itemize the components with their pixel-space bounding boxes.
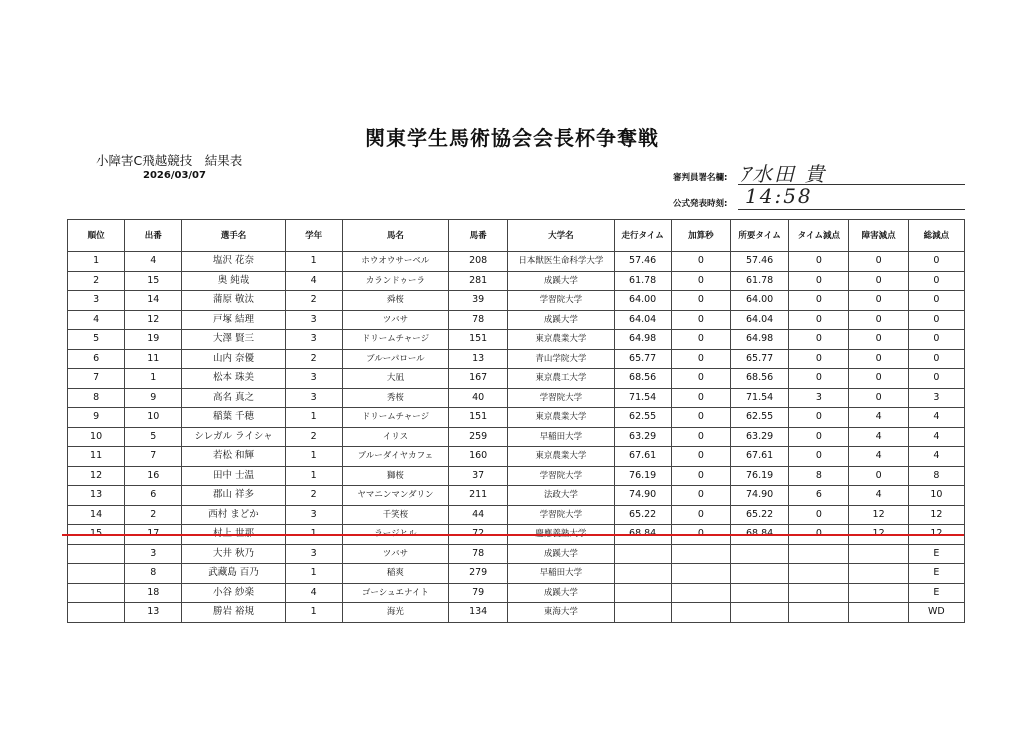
cell-obstacle-penalty: 0 xyxy=(849,349,908,369)
table-row xyxy=(68,427,965,447)
cell-total-time: 74.90 xyxy=(730,486,788,506)
cell-rank: 15 xyxy=(68,525,125,545)
cell-run-time: 61.78 xyxy=(614,271,671,291)
cell-time-penalty: 0 xyxy=(789,369,849,389)
cell-horse-no: 39 xyxy=(449,291,508,311)
cell-total-time: 65.77 xyxy=(730,349,788,369)
table-row xyxy=(68,544,965,564)
cell-total-time: 62.55 xyxy=(730,408,788,428)
cell-added-sec xyxy=(671,583,730,603)
judge-signature: ｱ水田 貴 xyxy=(740,162,827,186)
col-header-time-penalty: タイム減点 xyxy=(789,220,849,252)
table-row xyxy=(68,369,965,389)
cell-total-penalty: 0 xyxy=(908,291,964,311)
cell-run-time: 74.90 xyxy=(614,486,671,506)
cell-grade: 1 xyxy=(285,466,342,486)
cell-run-time: 62.55 xyxy=(614,408,671,428)
cell-start-no: 15 xyxy=(125,271,182,291)
cell-time-penalty: 0 xyxy=(789,252,849,272)
cell-start-no: 17 xyxy=(125,525,182,545)
cell-horse-no: 44 xyxy=(449,505,508,525)
cell-university: 学習院大学 xyxy=(508,505,614,525)
cell-start-no: 16 xyxy=(125,466,182,486)
cell-rider: 奥 純哉 xyxy=(182,271,285,291)
cell-total-penalty: 4 xyxy=(908,427,964,447)
table-row xyxy=(68,486,965,506)
cell-rider: 西村 まどか xyxy=(182,505,285,525)
cell-run-time: 57.46 xyxy=(614,252,671,272)
cell-start-no: 4 xyxy=(125,252,182,272)
col-header-horse-no: 馬番 xyxy=(449,220,508,252)
cell-grade: 3 xyxy=(285,330,342,350)
cell-start-no: 11 xyxy=(125,349,182,369)
cell-horse-no: 134 xyxy=(449,603,508,623)
cell-run-time: 67.61 xyxy=(614,447,671,467)
cell-run-time: 65.77 xyxy=(614,349,671,369)
table-row xyxy=(68,408,965,428)
cell-university: 青山学院大学 xyxy=(508,349,614,369)
cell-added-sec: 0 xyxy=(671,486,730,506)
results-table-body xyxy=(68,252,965,623)
table-row xyxy=(68,583,965,603)
cell-rider: 山内 奈優 xyxy=(182,349,285,369)
cell-obstacle-penalty: 0 xyxy=(849,271,908,291)
cell-horse: ブルーパロール xyxy=(342,349,448,369)
col-header-run-time: 走行タイム xyxy=(614,220,671,252)
cell-horse-no: 78 xyxy=(449,544,508,564)
cell-university: 東京農業大学 xyxy=(508,447,614,467)
cell-added-sec: 0 xyxy=(671,466,730,486)
cell-obstacle-penalty: 0 xyxy=(849,252,908,272)
cell-horse: 千笑桜 xyxy=(342,505,448,525)
cell-rank: 11 xyxy=(68,447,125,467)
cell-horse-no: 259 xyxy=(449,427,508,447)
cell-start-no: 7 xyxy=(125,447,182,467)
cell-rider: 大井 秋乃 xyxy=(182,544,285,564)
table-row xyxy=(68,271,965,291)
cell-total-time: 63.29 xyxy=(730,427,788,447)
cell-horse-no: 72 xyxy=(449,525,508,545)
cell-total-time: 76.19 xyxy=(730,466,788,486)
cell-university: 法政大学 xyxy=(508,486,614,506)
cell-rank: 12 xyxy=(68,466,125,486)
cell-time-penalty: 0 xyxy=(789,310,849,330)
cell-total-penalty: 12 xyxy=(908,505,964,525)
cell-start-no: 3 xyxy=(125,544,182,564)
cell-start-no: 13 xyxy=(125,603,182,623)
cell-horse: 大凪 xyxy=(342,369,448,389)
cell-obstacle-penalty: 0 xyxy=(849,291,908,311)
cell-horse-no: 78 xyxy=(449,310,508,330)
cell-obstacle-penalty: 0 xyxy=(849,388,908,408)
cell-added-sec: 0 xyxy=(671,505,730,525)
cell-time-penalty: 8 xyxy=(789,466,849,486)
cell-horse: ドリームチャージ xyxy=(342,408,448,428)
cell-university: 成蹊大学 xyxy=(508,271,614,291)
cell-horse: ヤマニンマンダリン xyxy=(342,486,448,506)
cell-obstacle-penalty: 4 xyxy=(849,447,908,467)
cell-total-time: 57.46 xyxy=(730,252,788,272)
cell-rider: 塩沢 花奈 xyxy=(182,252,285,272)
cell-obstacle-penalty: 0 xyxy=(849,369,908,389)
cell-horse: イリス xyxy=(342,427,448,447)
cell-time-penalty: 0 xyxy=(789,291,849,311)
table-row xyxy=(68,310,965,330)
col-header-total-penalty: 総減点 xyxy=(908,220,964,252)
cell-total-penalty: 0 xyxy=(908,310,964,330)
cell-time-penalty: 0 xyxy=(789,349,849,369)
cell-total-penalty: 4 xyxy=(908,408,964,428)
cell-rank: 7 xyxy=(68,369,125,389)
cell-horse-no: 208 xyxy=(449,252,508,272)
cell-run-time: 63.29 xyxy=(614,427,671,447)
cell-obstacle-penalty xyxy=(849,603,908,623)
cell-total-penalty: 4 xyxy=(908,447,964,467)
cell-total-time: 68.84 xyxy=(730,525,788,545)
cell-total-penalty: E xyxy=(908,564,964,584)
cell-total-time: 67.61 xyxy=(730,447,788,467)
table-row xyxy=(68,466,965,486)
cell-start-no: 6 xyxy=(125,486,182,506)
cell-horse-no: 281 xyxy=(449,271,508,291)
page-title: 関東学生馬術協会会長杯争奪戦 xyxy=(365,126,659,150)
cell-rider: シレガル ライシャ xyxy=(182,427,285,447)
table-row xyxy=(68,252,965,272)
cell-obstacle-penalty xyxy=(849,544,908,564)
cell-rider: 若松 和輝 xyxy=(182,447,285,467)
cell-run-time xyxy=(614,603,671,623)
cell-obstacle-penalty: 4 xyxy=(849,427,908,447)
table-row xyxy=(68,603,965,623)
cell-time-penalty: 0 xyxy=(789,408,849,428)
cell-university: 日本獣医生命科学大学 xyxy=(508,252,614,272)
cell-time-penalty xyxy=(789,603,849,623)
col-header-start-no: 出番 xyxy=(125,220,182,252)
cell-university: 東京農業大学 xyxy=(508,408,614,428)
table-row xyxy=(68,330,965,350)
cell-added-sec: 0 xyxy=(671,447,730,467)
cell-grade: 2 xyxy=(285,349,342,369)
announce-time-label: 公式発表時刻: xyxy=(673,199,728,209)
table-row xyxy=(68,349,965,369)
cell-obstacle-penalty xyxy=(849,564,908,584)
ranking-cutoff-line xyxy=(62,534,964,536)
cell-added-sec: 0 xyxy=(671,330,730,350)
cell-university: 慶應義塾大学 xyxy=(508,525,614,545)
cell-time-penalty xyxy=(789,564,849,584)
table-row xyxy=(68,564,965,584)
cell-added-sec: 0 xyxy=(671,291,730,311)
cell-rider: 郡山 祥多 xyxy=(182,486,285,506)
cell-university: 学習院大学 xyxy=(508,388,614,408)
cell-total-time: 68.56 xyxy=(730,369,788,389)
cell-rider: 松本 珠美 xyxy=(182,369,285,389)
cell-total-time: 64.04 xyxy=(730,310,788,330)
cell-university: 成蹊大学 xyxy=(508,310,614,330)
cell-total-penalty: 0 xyxy=(908,252,964,272)
cell-rank: 8 xyxy=(68,388,125,408)
cell-rider: 村上 世那 xyxy=(182,525,285,545)
col-header-rank: 順位 xyxy=(68,220,125,252)
cell-grade: 3 xyxy=(285,544,342,564)
table-row xyxy=(68,447,965,467)
cell-grade: 1 xyxy=(285,447,342,467)
cell-grade: 3 xyxy=(285,388,342,408)
cell-added-sec: 0 xyxy=(671,252,730,272)
col-header-total-time: 所要タイム xyxy=(730,220,788,252)
cell-horse-no: 211 xyxy=(449,486,508,506)
header-row xyxy=(68,220,965,252)
cell-run-time: 71.54 xyxy=(614,388,671,408)
announce-time-line xyxy=(738,209,965,210)
cell-total-time xyxy=(730,564,788,584)
table-row xyxy=(68,505,965,525)
cell-run-time: 65.22 xyxy=(614,505,671,525)
cell-total-time: 61.78 xyxy=(730,271,788,291)
cell-added-sec: 0 xyxy=(671,408,730,428)
cell-added-sec: 0 xyxy=(671,271,730,291)
cell-added-sec: 0 xyxy=(671,388,730,408)
cell-total-penalty: 0 xyxy=(908,369,964,389)
cell-added-sec: 0 xyxy=(671,525,730,545)
cell-start-no: 5 xyxy=(125,427,182,447)
cell-total-time xyxy=(730,544,788,564)
cell-horse-no: 40 xyxy=(449,388,508,408)
cell-horse: 獅桜 xyxy=(342,466,448,486)
cell-rank: 4 xyxy=(68,310,125,330)
cell-horse-no: 160 xyxy=(449,447,508,467)
cell-time-penalty: 6 xyxy=(789,486,849,506)
col-header-rider: 選手名 xyxy=(182,220,285,252)
col-header-horse: 馬名 xyxy=(342,220,448,252)
cell-start-no: 9 xyxy=(125,388,182,408)
cell-obstacle-penalty: 12 xyxy=(849,525,908,545)
cell-start-no: 14 xyxy=(125,291,182,311)
cell-horse-no: 79 xyxy=(449,583,508,603)
cell-rider: 高名 真之 xyxy=(182,388,285,408)
cell-obstacle-penalty: 0 xyxy=(849,330,908,350)
cell-time-penalty: 0 xyxy=(789,505,849,525)
cell-added-sec xyxy=(671,544,730,564)
cell-rank: 3 xyxy=(68,291,125,311)
cell-rider: 戸塚 結理 xyxy=(182,310,285,330)
col-header-added-sec: 加算秒 xyxy=(671,220,730,252)
cell-horse-no: 13 xyxy=(449,349,508,369)
cell-time-penalty: 0 xyxy=(789,330,849,350)
cell-horse-no: 167 xyxy=(449,369,508,389)
cell-grade: 4 xyxy=(285,583,342,603)
cell-time-penalty xyxy=(789,583,849,603)
results-table xyxy=(67,219,965,623)
cell-grade: 2 xyxy=(285,427,342,447)
cell-start-no: 8 xyxy=(125,564,182,584)
cell-rank: 10 xyxy=(68,427,125,447)
cell-run-time: 64.98 xyxy=(614,330,671,350)
cell-start-no: 12 xyxy=(125,310,182,330)
cell-rank: 14 xyxy=(68,505,125,525)
cell-run-time: 68.84 xyxy=(614,525,671,545)
competition-subtitle: 小障害C飛越競技 結果表 xyxy=(96,153,243,168)
cell-rank xyxy=(68,583,125,603)
cell-grade: 2 xyxy=(285,291,342,311)
cell-rider: 稲葉 千穂 xyxy=(182,408,285,428)
cell-total-penalty: 10 xyxy=(908,486,964,506)
cell-total-time xyxy=(730,583,788,603)
cell-rider: 武藏島 百乃 xyxy=(182,564,285,584)
cell-total-penalty: 12 xyxy=(908,525,964,545)
table-row xyxy=(68,291,965,311)
cell-grade: 1 xyxy=(285,603,342,623)
cell-total-penalty: 8 xyxy=(908,466,964,486)
cell-total-penalty: 0 xyxy=(908,349,964,369)
cell-time-penalty xyxy=(789,544,849,564)
cell-horse-no: 151 xyxy=(449,330,508,350)
cell-rider: 田中 士温 xyxy=(182,466,285,486)
cell-horse-no: 37 xyxy=(449,466,508,486)
cell-horse: 舜桜 xyxy=(342,291,448,311)
cell-university: 成蹊大学 xyxy=(508,583,614,603)
cell-rank xyxy=(68,544,125,564)
cell-time-penalty: 0 xyxy=(789,525,849,545)
cell-grade: 1 xyxy=(285,564,342,584)
cell-obstacle-penalty: 4 xyxy=(849,486,908,506)
cell-horse-no: 279 xyxy=(449,564,508,584)
cell-run-time xyxy=(614,544,671,564)
cell-rider: 小谷 紗楽 xyxy=(182,583,285,603)
cell-rider: 勝岩 裕規 xyxy=(182,603,285,623)
cell-run-time: 64.04 xyxy=(614,310,671,330)
announce-time: 14:58 xyxy=(745,184,813,208)
cell-grade: 1 xyxy=(285,252,342,272)
cell-added-sec: 0 xyxy=(671,310,730,330)
competition-date: 2026/03/07 xyxy=(143,170,206,181)
table-row xyxy=(68,388,965,408)
cell-university: 東海大学 xyxy=(508,603,614,623)
cell-university: 学習院大学 xyxy=(508,291,614,311)
cell-time-penalty: 0 xyxy=(789,447,849,467)
cell-rank: 1 xyxy=(68,252,125,272)
cell-horse: カランドゥーラ xyxy=(342,271,448,291)
cell-total-penalty: 3 xyxy=(908,388,964,408)
cell-total-time xyxy=(730,603,788,623)
col-header-grade: 学年 xyxy=(285,220,342,252)
cell-horse: 稲爽 xyxy=(342,564,448,584)
cell-rider: 蒲原 敬汰 xyxy=(182,291,285,311)
cell-grade: 3 xyxy=(285,505,342,525)
cell-total-time: 64.98 xyxy=(730,330,788,350)
judge-signature-label: 審判員署名欄: xyxy=(673,173,728,183)
cell-added-sec: 0 xyxy=(671,427,730,447)
cell-horse: ホウオウサーベル xyxy=(342,252,448,272)
cell-obstacle-penalty: 4 xyxy=(849,408,908,428)
cell-total-time: 71.54 xyxy=(730,388,788,408)
col-header-university: 大学名 xyxy=(508,220,614,252)
cell-rank xyxy=(68,564,125,584)
cell-start-no: 10 xyxy=(125,408,182,428)
cell-rank xyxy=(68,603,125,623)
cell-university: 東京農工大学 xyxy=(508,369,614,389)
cell-start-no: 1 xyxy=(125,369,182,389)
cell-run-time xyxy=(614,564,671,584)
cell-start-no: 19 xyxy=(125,330,182,350)
cell-rank: 5 xyxy=(68,330,125,350)
cell-added-sec: 0 xyxy=(671,369,730,389)
cell-rank: 13 xyxy=(68,486,125,506)
cell-horse-no: 151 xyxy=(449,408,508,428)
col-header-obstacle-penalty: 障害減点 xyxy=(849,220,908,252)
cell-horse: ブルーダイヤカフェ xyxy=(342,447,448,467)
cell-start-no: 2 xyxy=(125,505,182,525)
cell-time-penalty: 0 xyxy=(789,427,849,447)
cell-total-time: 65.22 xyxy=(730,505,788,525)
cell-time-penalty: 3 xyxy=(789,388,849,408)
cell-university: 早稲田大学 xyxy=(508,564,614,584)
cell-grade: 4 xyxy=(285,271,342,291)
cell-horse: ツバサ xyxy=(342,310,448,330)
cell-grade: 3 xyxy=(285,310,342,330)
cell-university: 東京農業大学 xyxy=(508,330,614,350)
cell-grade: 1 xyxy=(285,408,342,428)
cell-run-time: 64.00 xyxy=(614,291,671,311)
cell-start-no: 18 xyxy=(125,583,182,603)
cell-rank: 6 xyxy=(68,349,125,369)
cell-horse: 海光 xyxy=(342,603,448,623)
cell-grade: 2 xyxy=(285,486,342,506)
cell-grade: 1 xyxy=(285,525,342,545)
cell-university: 早稲田大学 xyxy=(508,427,614,447)
cell-obstacle-penalty: 0 xyxy=(849,310,908,330)
cell-total-penalty: E xyxy=(908,583,964,603)
cell-run-time: 68.56 xyxy=(614,369,671,389)
cell-total-penalty: E xyxy=(908,544,964,564)
cell-obstacle-penalty: 12 xyxy=(849,505,908,525)
cell-added-sec: 0 xyxy=(671,349,730,369)
cell-total-penalty: 0 xyxy=(908,271,964,291)
cell-obstacle-penalty: 0 xyxy=(849,466,908,486)
cell-grade: 3 xyxy=(285,369,342,389)
cell-rank: 9 xyxy=(68,408,125,428)
cell-university: 成蹊大学 xyxy=(508,544,614,564)
cell-horse: ゴーシュエナイト xyxy=(342,583,448,603)
cell-horse: ツバサ xyxy=(342,544,448,564)
cell-rider: 大澤 賢三 xyxy=(182,330,285,350)
results-table-header xyxy=(68,220,965,252)
cell-time-penalty: 0 xyxy=(789,271,849,291)
cell-total-time: 64.00 xyxy=(730,291,788,311)
cell-added-sec xyxy=(671,603,730,623)
cell-total-penalty: WD xyxy=(908,603,964,623)
cell-university: 学習院大学 xyxy=(508,466,614,486)
cell-horse: 秀桜 xyxy=(342,388,448,408)
cell-rank: 2 xyxy=(68,271,125,291)
cell-run-time xyxy=(614,583,671,603)
cell-run-time: 76.19 xyxy=(614,466,671,486)
cell-obstacle-penalty xyxy=(849,583,908,603)
cell-horse: ラージヒル xyxy=(342,525,448,545)
cell-total-penalty: 0 xyxy=(908,330,964,350)
cell-added-sec xyxy=(671,564,730,584)
cell-horse: ドリームチャージ xyxy=(342,330,448,350)
